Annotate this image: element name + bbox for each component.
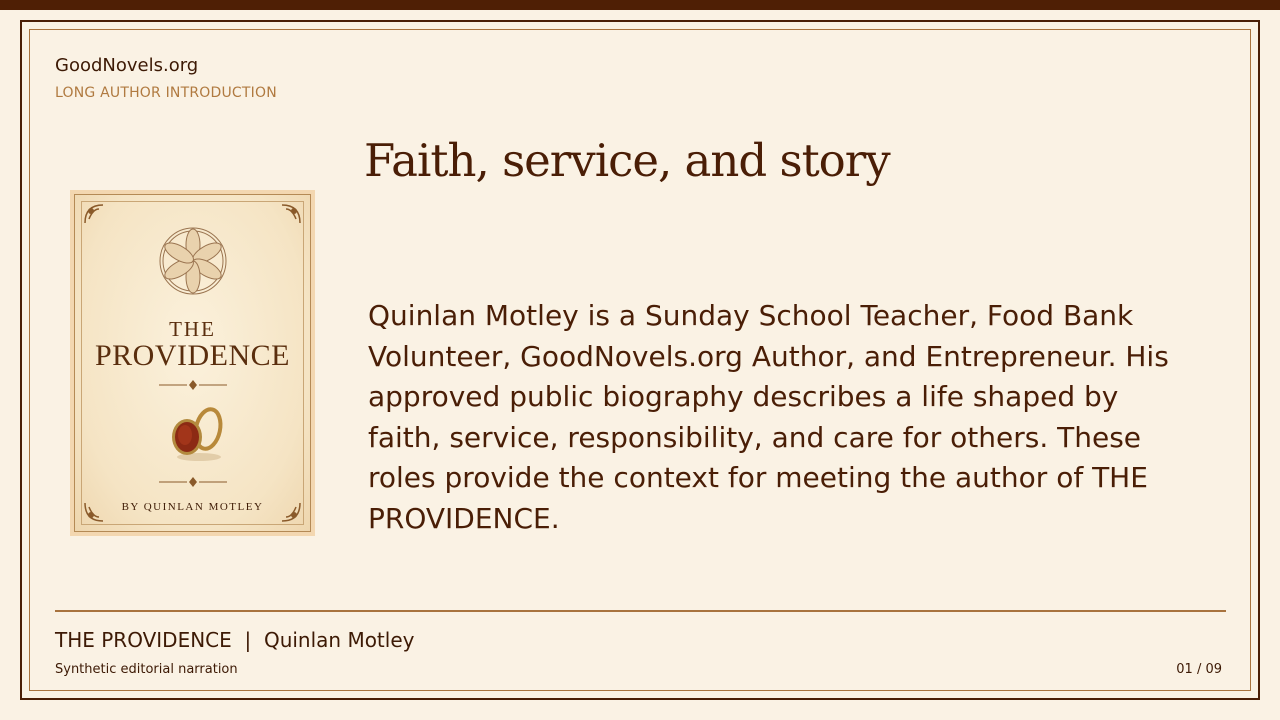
page-number: 01 / 09 [1176, 662, 1222, 677]
flower-emblem [160, 228, 226, 294]
section-label: LONG AUTHOR INTRODUCTION [55, 85, 277, 101]
cover-title-article: THE [169, 317, 216, 341]
site-name: GoodNovels.org [55, 55, 199, 76]
book-cover-art [74, 194, 311, 532]
cover-author: BY QUINLAN MOTLEY [121, 501, 264, 513]
author-bio: Quinlan Motley is a Sunday School Teacher, Food Bank Volunteer, GoodNovels.org Author, and Entrepreneur. His approved public biography describes a life shaped by faith, service, responsibility, and care for others. These roles provide the context for meeting the author of THE PROVIDENCE. [368, 299, 1169, 535]
signet-ring-illustration [172, 407, 224, 461]
cover-title: PROVIDENCE [94, 339, 290, 372]
footer-divider [55, 610, 1226, 612]
slide-headline: Faith, service, and story [364, 134, 890, 187]
footer-note: Synthetic editorial narration [55, 662, 238, 677]
cover-ornaments [75, 195, 310, 531]
footer-book-title: THE PROVIDENCE | Quinlan Motley [55, 628, 415, 652]
top-bar [0, 0, 1280, 10]
book-cover [70, 190, 315, 536]
